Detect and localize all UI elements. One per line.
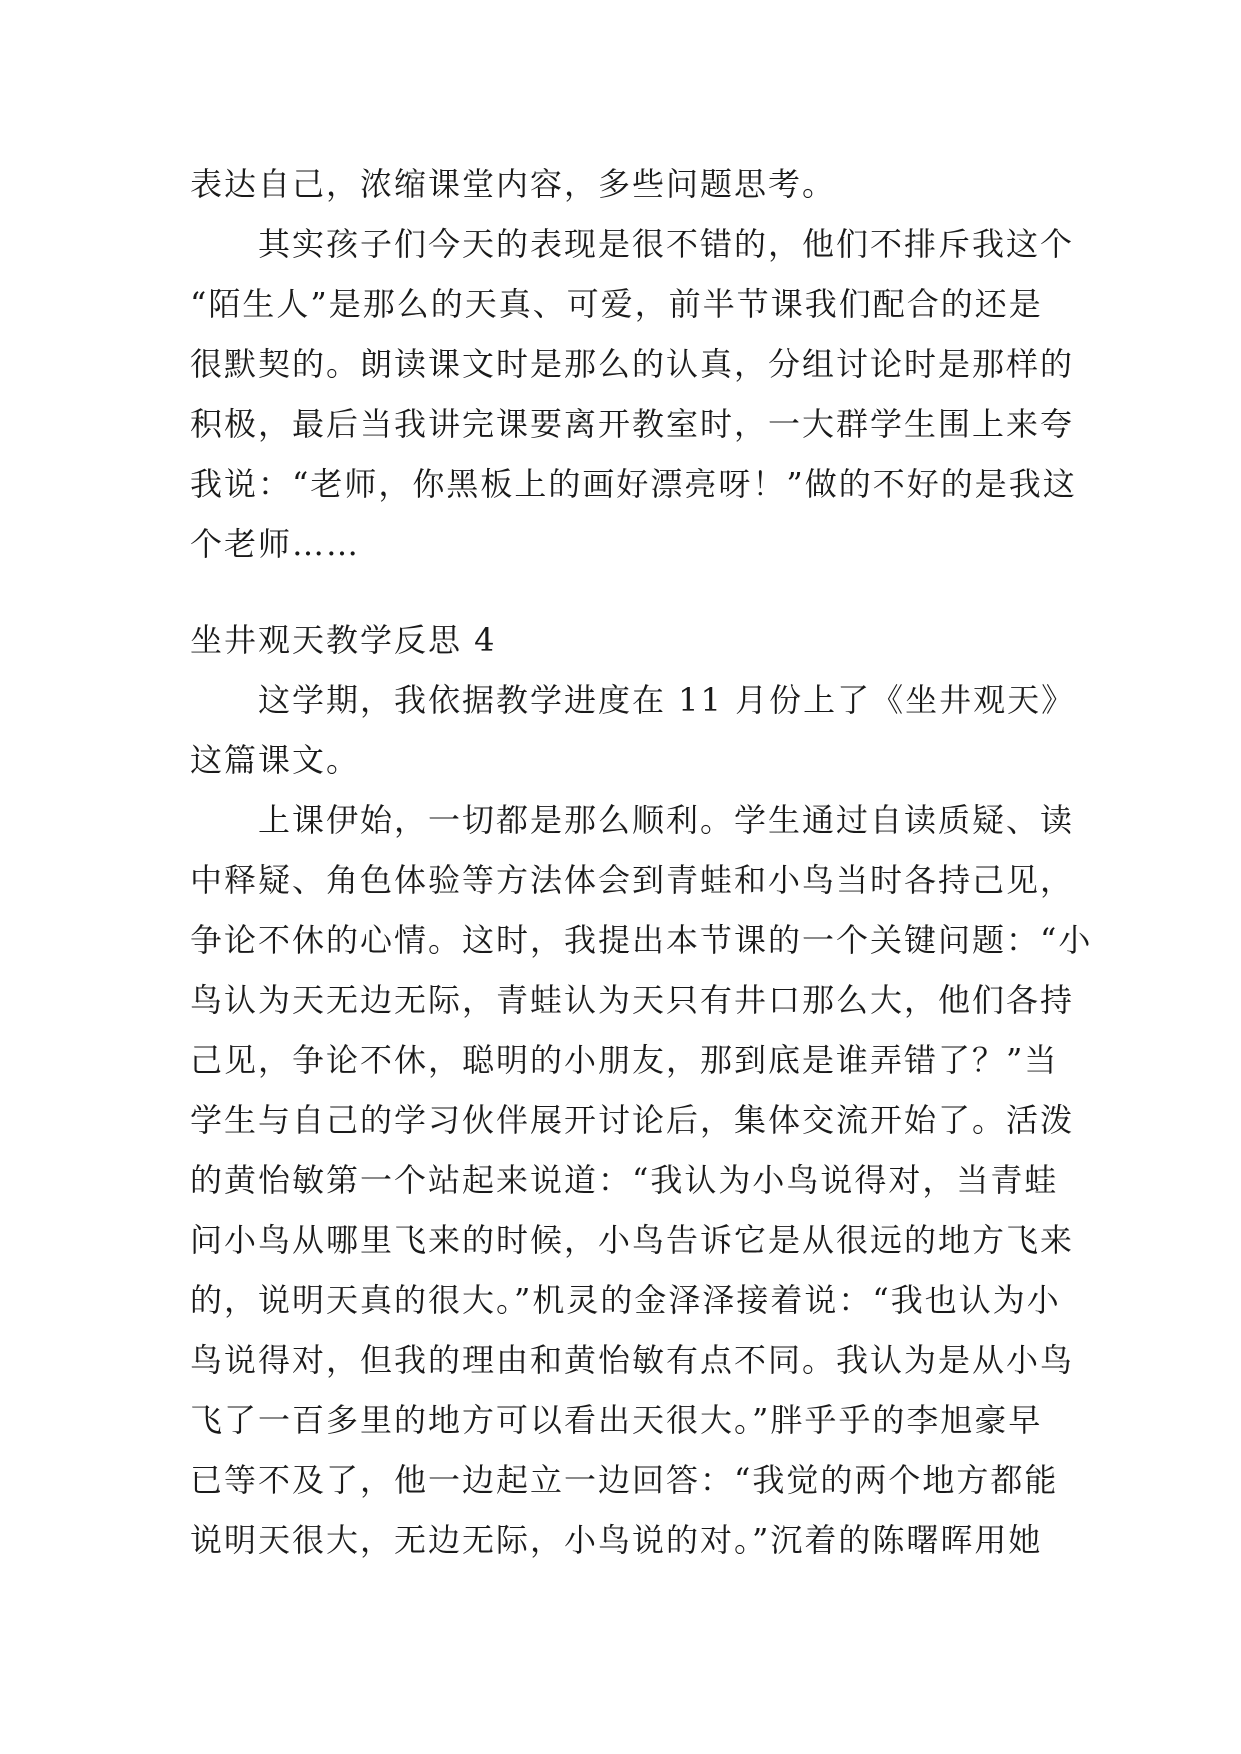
section-a [190, 154, 1077, 574]
paragraph-line: 问小鸟从哪里飞来的时候，小鸟告诉它是从很远的地方飞来 [190, 1221, 1075, 1259]
paragraph-line: 学生与自己的学习伙伴展开讨论后，集体交流开始了。活泼 [190, 1101, 1075, 1139]
paragraph-line: 争论不休的心情。这时，我提出本节课的一个关键问题：“小 [190, 921, 1093, 959]
paragraph-line: “陌生人”是那么的天真、可爱，前半节课我们配合的还是 [190, 285, 1043, 323]
paragraph-line: 其实孩子们今天的表现是很不错的，他们不排斥我这个 [258, 225, 1075, 263]
paragraph-line: 积极，最后当我讲完课要离开教室时，一大群学生围上来夸 [190, 405, 1075, 443]
paragraph-line: 个老师…… [190, 525, 361, 563]
paragraph-line: 飞了一百多里的地方可以看出天很大。”胖乎乎的李旭豪早 [190, 1401, 1043, 1439]
section-heading: 坐井观天教学反思 4 [190, 621, 497, 659]
paragraph-line: 表达自己，浓缩课堂内容，多些问题思考。 [190, 165, 837, 203]
paragraph-line: 说明天很大，无边无际，小鸟说的对。”沉着的陈曙晖用她 [190, 1521, 1043, 1559]
paragraph-line: 已等不及了，他一边起立一边回答：“我觉的两个地方都能 [190, 1461, 1059, 1499]
paragraph-line: 这篇课文。 [190, 741, 361, 779]
paragraph-line: 我说：“老师，你黑板上的画好漂亮呀！”做的不好的是我这 [190, 465, 1077, 503]
paragraph-line: 中释疑、角色体验等方法体会到青蛙和小鸟当时各持己见， [190, 861, 1075, 899]
paragraph-line: 己见，争论不休，聪明的小朋友，那到底是谁弄错了？”当 [190, 1041, 1059, 1079]
paragraph-line: 鸟说得对，但我的理由和黄怡敏有点不同。我认为是从小鸟 [190, 1341, 1075, 1379]
paragraph-line: 的黄怡敏第一个站起来说道：“我认为小鸟说得对，当青蛙 [190, 1161, 1059, 1199]
paragraph-line: 鸟认为天无边无际，青蛙认为天只有井口那么大，他们各持 [190, 981, 1075, 1019]
section-b [190, 610, 1093, 1570]
paragraph-line: 这学期，我依据教学进度在 11 月份上了《坐井观天》 [258, 681, 1076, 719]
paragraph-line: 上课伊始，一切都是那么顺利。学生通过自读质疑、读 [258, 801, 1075, 839]
paragraph-line: 很默契的。朗读课文时是那么的认真，分组讨论时是那样的 [190, 345, 1075, 383]
paragraph-line: 的，说明天真的很大。”机灵的金泽泽接着说：“我也认为小 [190, 1281, 1061, 1319]
